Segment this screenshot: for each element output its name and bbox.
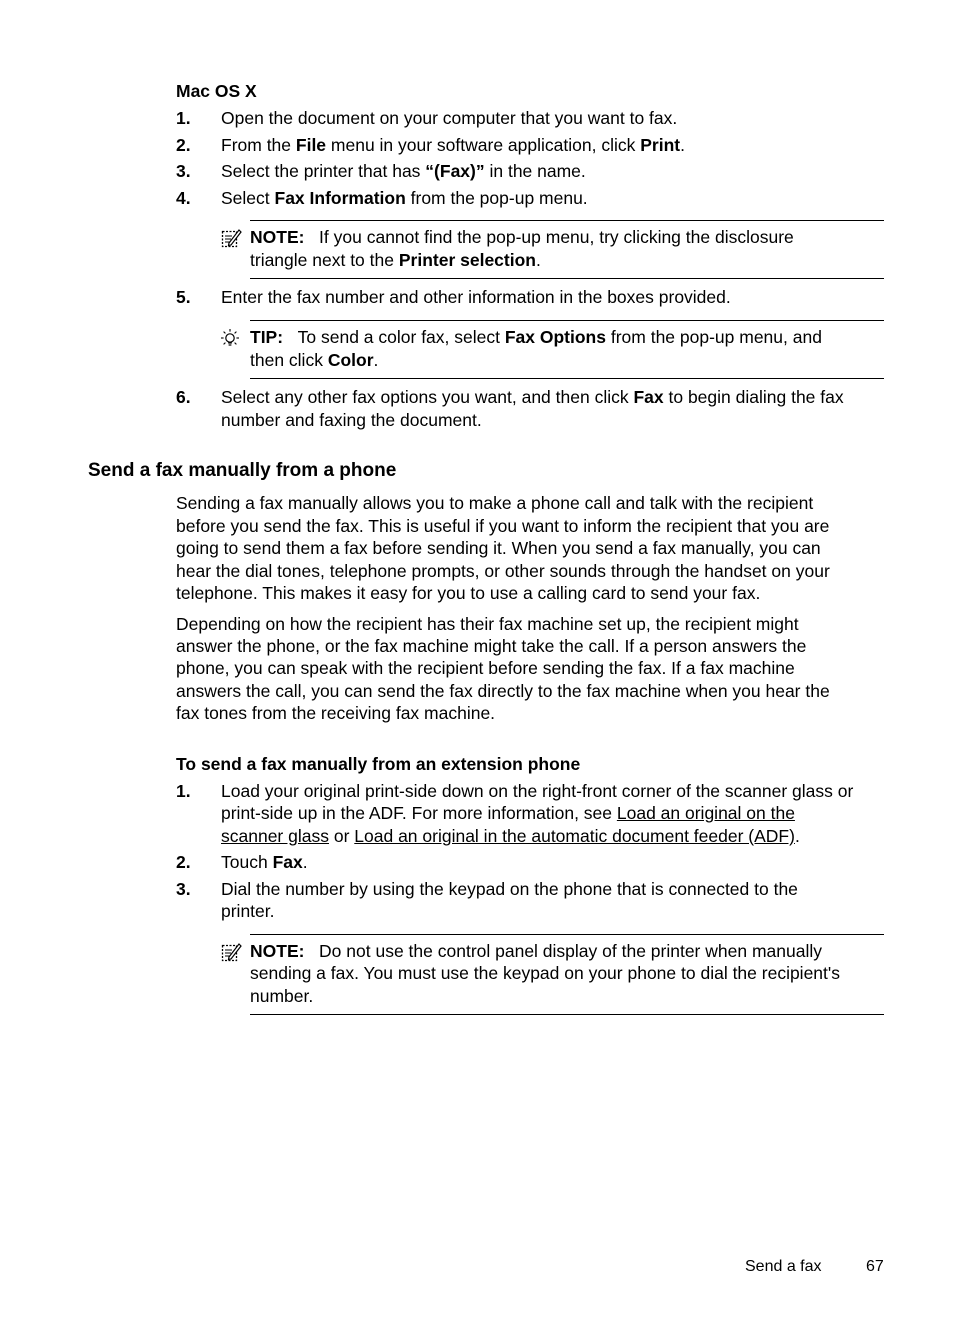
footer-section: Send a fax (745, 1258, 822, 1275)
note-pencil-icon (220, 227, 242, 249)
note-bottom-rule (250, 278, 884, 279)
tip-bottom-rule (250, 378, 884, 379)
manual-step-1-num: 1. (176, 781, 191, 801)
footer-page-number: 67 (866, 1258, 884, 1275)
manual-note-line-1: NOTE: Do not use the control panel display of the printer when manually (250, 941, 822, 961)
link-load-original-scanner-glass-part1[interactable]: Load an original on the (616, 803, 795, 823)
mac-step-4-text: Select Fax Information from the pop-up menu. (221, 188, 588, 208)
mac-step-4-num: 4. (176, 188, 191, 208)
section-heading: Send a fax manually from a phone (88, 460, 397, 481)
para1-line-4: hear the dial tones, telephone prompts, or other sounds through the handset on your (176, 561, 830, 581)
mac-step-3-num: 3. (176, 161, 191, 181)
lightbulb-icon (219, 328, 241, 350)
link-load-original-scanner-glass-part2[interactable]: scanner glass (221, 826, 329, 846)
subheading: To send a fax manually from an extension phone (176, 754, 581, 774)
manual-step-3-line-2: printer. (221, 901, 275, 921)
manual-step-2-num: 2. (176, 852, 191, 872)
para1-line-2: before you send the fax. This is useful if you want to inform the recipient that you are (176, 516, 830, 536)
para2-line-5: fax tones from the receiving fax machine. (176, 703, 496, 723)
mac-step-1-num: 1. (176, 108, 191, 128)
para1-line-3: going to send them a fax before sending it. When you send a fax manually, you can (176, 538, 821, 558)
note-pencil-icon (220, 941, 242, 963)
para2-line-2: answer the phone, or the fax machine might take the call. If a person answers the (176, 636, 807, 656)
mac-step-1-text: Open the document on your computer that you want to fax. (221, 108, 678, 128)
para2-line-1: Depending on how the recipient has their fax machine set up, the recipient might (176, 614, 799, 634)
mac-step-3-text: Select the printer that has “(Fax)” in the name. (221, 161, 586, 181)
manual-step-1-line-3: scanner glass or Load an original in the automatic document feeder (ADF). (221, 826, 800, 846)
mac-tip-line-2: then click Color. (250, 350, 379, 370)
mac-note-line-1: NOTE: If you cannot find the pop-up menu, try clicking the disclosure (250, 227, 794, 247)
para1-line-1: Sending a fax manually allows you to make a phone call and talk with the recipient (176, 493, 814, 513)
mac-note-line-2: triangle next to the Printer selection. (250, 250, 541, 270)
note2-bottom-rule (250, 1014, 884, 1015)
mac-step-5-text: Enter the fax number and other information in the boxes provided. (221, 287, 731, 307)
link-load-original-adf[interactable]: Load an original in the automatic document feeder (ADF) (354, 826, 795, 846)
mac-step-5-num: 5. (176, 287, 191, 307)
mac-heading: Mac OS X (176, 81, 257, 101)
manual-note-line-2: sending a fax. You must use the keypad on your phone to dial the recipient's (250, 963, 840, 983)
mac-step-6-line-1: Select any other fax options you want, and then click Fax to begin dialing the fax (221, 387, 844, 407)
manual-step-3-line-1: Dial the number by using the keypad on the phone that is connected to the (221, 879, 798, 899)
para2-line-3: phone, you can speak with the recipient before sending the fax. If a fax machine (176, 658, 795, 678)
manual-step-2-text: Touch Fax. (221, 852, 308, 872)
manual-step-3-num: 3. (176, 879, 191, 899)
note2-top-rule (250, 934, 884, 935)
mac-step-2-text: From the File menu in your software application, click Print. (221, 135, 685, 155)
mac-step-2-num: 2. (176, 135, 191, 155)
tip-top-rule (250, 320, 884, 321)
manual-step-1-line-1: Load your original print-side down on the right-front corner of the scanner glass or (221, 781, 854, 801)
mac-tip-line-1: TIP: To send a color fax, select Fax Options from the pop-up menu, and (250, 327, 822, 347)
mac-step-6-line-2: number and faxing the document. (221, 410, 482, 430)
para1-line-5: telephone. This makes it easy for you to use a calling card to send your fax. (176, 583, 761, 603)
para2-line-4: answers the call, you can send the fax directly to the fax machine when you hear the (176, 681, 830, 701)
mac-step-6-num: 6. (176, 387, 191, 407)
manual-note-line-3: number. (250, 986, 314, 1006)
manual-step-1-line-2: print-side up in the ADF. For more information, see Load an original on the (221, 803, 795, 823)
note-top-rule (250, 220, 884, 221)
